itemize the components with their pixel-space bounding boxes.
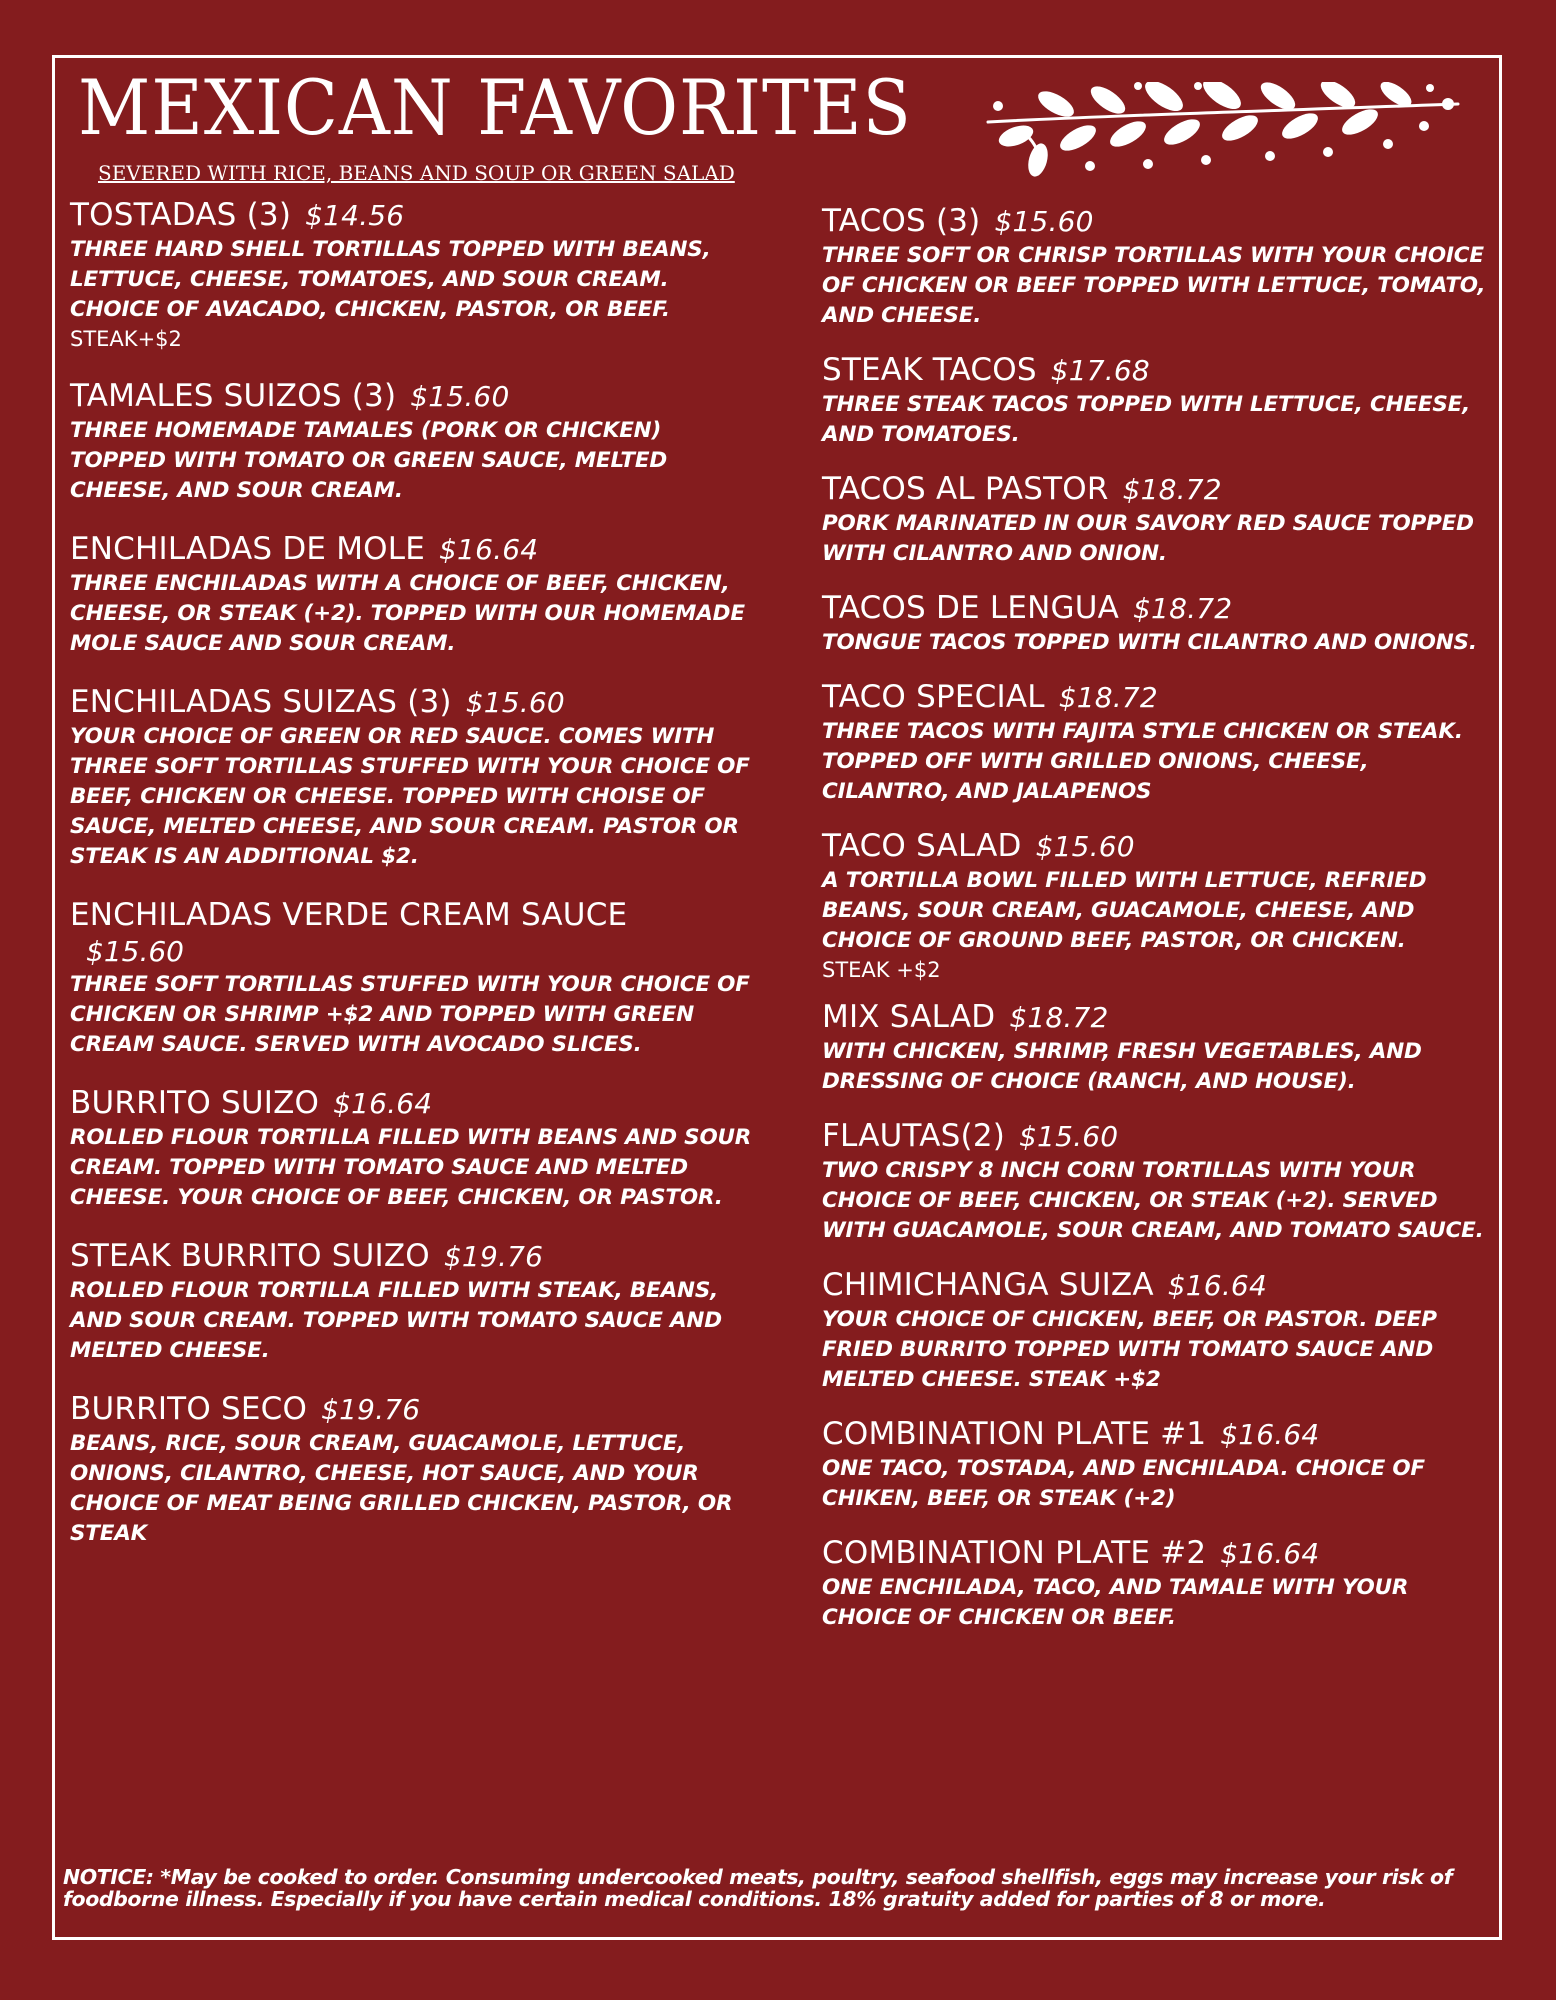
item-name: STEAK TACOS (822, 352, 1037, 388)
menu-item-combination-plate-1 (822, 1415, 1492, 1514)
item-name: FLAUTAS(2) (822, 1118, 1006, 1154)
item-price: $15.60 (1019, 1120, 1119, 1153)
item-price: $16.64 (439, 533, 539, 566)
item-description: THREE SOFT OR CHRISP TORTILLAS WITH YOUR CHOICE OF CHICKEN OR BEEF TOPPED WITH LETTUCE, TOMATO, AND CHEESE. (822, 243, 1486, 328)
item-name: TACOS (3) (822, 203, 981, 239)
item-description: BEANS, RICE, SOUR CREAM, GUACAMOLE, LETTUCE, ONIONS, CILANTRO, CHEESE, HOT SAUCE, AND YOUR CHOICE OF MEAT BEING GRILLED CHICKEN, PASTOR, OR STEAK (70, 1431, 733, 1546)
item-price: $15.60 (1035, 830, 1135, 863)
item-name: TOSTADAS (3) (70, 197, 292, 233)
menu-subtitle: SEVERED WITH RICE, BEANS AND SOUP OR GREEN SALAD (98, 161, 735, 185)
item-description: ROLLED FLOUR TORTILLA FILLED WITH BEANS AND SOUR CREAM. TOPPED WITH TOMATO SAUCE AND MELTED CHEESE. YOUR CHOICE OF BEEF, CHICKEN, OR PASTOR. (70, 1125, 752, 1210)
right-menu-column (822, 202, 1492, 1633)
menu-item-taco-salad (822, 827, 1492, 984)
menu-item-enchiladas-de-mole (70, 530, 760, 659)
item-price: $18.72 (1058, 681, 1158, 714)
menu-item-steak-tacos (822, 351, 1492, 450)
item-name: ENCHILADAS DE MOLE (70, 531, 426, 567)
menu-item-flautas (822, 1117, 1492, 1246)
item-name: TACO SALAD (822, 828, 1022, 864)
menu-item-burrito-seco (70, 1390, 760, 1549)
notice-text: NOTICE: *May be cooked to order. Consuming undercooked meats, poultry, seafood shellfish, eggs may increase your risk of foodborne illness. Especially if you have certain medical conditions. 18% gratuity added for parties of 8 or more. (63, 1865, 1453, 1911)
item-name: ENCHILADAS SUIZAS (3) (70, 684, 452, 720)
menu-item-tacos-al-pastor (822, 470, 1492, 569)
item-name: STEAK BURRITO SUIZO (70, 1238, 430, 1274)
item-description: YOUR CHOICE OF CHICKEN, BEEF, OR PASTOR. DEEP FRIED BURRITO TOPPED WITH TOMATO SAUCE AND MELTED CHEESE. STEAK +$2 (822, 1307, 1437, 1392)
item-name: COMBINATION PLATE #2 (822, 1535, 1207, 1571)
item-name: BURRITO SECO (70, 1391, 308, 1427)
leafy-vine-icon (978, 82, 1464, 178)
item-extra: STEAK+$2 (70, 327, 182, 351)
item-price: $15.60 (86, 935, 184, 968)
item-price: $19.76 (443, 1240, 544, 1273)
menu-item-tamales-suizos (70, 377, 760, 506)
item-price: $15.60 (410, 380, 510, 413)
item-description: THREE ENCHILADAS WITH A CHOICE OF BEEF, CHICKEN, CHEESE, OR STEAK (+2). TOPPED WITH OUR HOMEMADE MOLE SAUCE AND SOUR CREAM. (70, 571, 745, 656)
item-price: $16.64 (1220, 1418, 1320, 1451)
item-name: COMBINATION PLATE #1 (822, 1416, 1207, 1452)
menu-item-tacos-de-lengua (822, 589, 1492, 658)
menu-title: MEXICAN FAVORITES (78, 63, 912, 152)
menu-item-steak-burrito-suizo (70, 1237, 760, 1366)
item-name: TACOS AL PASTOR (822, 471, 1109, 507)
item-price: $18.72 (1133, 592, 1233, 625)
item-name: CHIMICHANGA SUIZA (822, 1267, 1154, 1303)
item-name: TACOS DE LENGUA (822, 590, 1120, 626)
item-description: THREE HARD SHELL TORTILLAS TOPPED WITH BEANS, LETTUCE, CHEESE, TOMATOES, AND SOUR CREAM. CHOICE OF AVACADO, CHICKEN, PASTOR, OR BEEF. (70, 237, 711, 322)
item-description: PORK MARINATED IN OUR SAVORY RED SAUCE TOPPED WITH CILANTRO AND ONION. (822, 511, 1474, 566)
item-price: $15.60 (465, 686, 565, 719)
item-price: $16.64 (1167, 1269, 1267, 1302)
item-price: $18.72 (1122, 473, 1222, 506)
item-name: MIX SALAD (822, 999, 996, 1035)
menu-item-enchiladas-verde (70, 896, 760, 1060)
menu-item-tacos (822, 202, 1492, 331)
menu-item-chimichanga-suiza (822, 1266, 1492, 1395)
item-description: THREE HOMEMADE TAMALES (PORK OR CHICKEN) TOPPED WITH TOMATO OR GREEN SAUCE, MELTED CHEESE, AND SOUR CREAM. (70, 418, 668, 503)
item-extra: STEAK +$2 (822, 958, 941, 982)
item-description: TWO CRISPY 8 INCH CORN TORTILLAS WITH YOUR CHOICE OF BEEF, CHICKEN, OR STEAK (+2). SERVED WITH GUACAMOLE, SOUR CREAM, AND TOMATO SAUCE. (822, 1158, 1484, 1243)
item-description: YOUR CHOICE OF GREEN OR RED SAUCE. COMES WITH THREE SOFT TORTILLAS STUFFED WITH YOUR CHOICE OF BEEF, CHICKEN OR CHEESE. TOPPED WITH CHOISE OF SAUCE, MELTED CHEESE, AND SOUR CREAM. PASTOR OR STEAK IS AN ADDITIONAL $2. (70, 724, 750, 869)
menu-item-combination-plate-2 (822, 1534, 1492, 1633)
item-price: $17.68 (1050, 354, 1150, 387)
item-price: $16.64 (333, 1087, 433, 1120)
item-description: THREE TACOS WITH FAJITA STYLE CHICKEN OR STEAK. TOPPED OFF WITH GRILLED ONIONS, CHEESE, CILANTRO, AND JALAPENOS (822, 719, 1463, 804)
item-description: WITH CHICKEN, SHRIMP, FRESH VEGETABLES, AND DRESSING OF CHOICE (RANCH, AND HOUSE). (822, 1039, 1422, 1094)
item-name: TAMALES SUIZOS (3) (70, 378, 397, 414)
item-name: TACO SPECIAL (822, 679, 1045, 715)
item-description: TONGUE TACOS TOPPED WITH CILANTRO AND ONIONS. (822, 630, 1477, 655)
menu-item-taco-special (822, 678, 1492, 807)
item-price: $16.64 (1220, 1537, 1320, 1570)
item-description: THREE STEAK TACOS TOPPED WITH LETTUCE, CHEESE, AND TOMATOES. (822, 392, 1471, 447)
item-price: $18.72 (1009, 1001, 1109, 1034)
item-name: BURRITO SUIZO (70, 1085, 320, 1121)
menu-item-tostadas (70, 196, 760, 353)
item-description: ONE TACO, TOSTADA, AND ENCHILADA. CHOICE OF CHIKEN, BEEF, OR STEAK (+2) (822, 1456, 1425, 1511)
item-description: A TORTILLA BOWL FILLED WITH LETTUCE, REFRIED BEANS, SOUR CREAM, GUACAMOLE, CHEESE, AND CHOICE OF GROUND BEEF, PASTOR, OR CHICKEN. (822, 868, 1427, 953)
item-description: ONE ENCHILADA, TACO, AND TAMALE WITH YOUR CHOICE OF CHICKEN OR BEEF. (822, 1575, 1409, 1630)
left-menu-column (70, 196, 760, 1549)
menu-item-mix-salad (822, 998, 1492, 1097)
item-description: ROLLED FLOUR TORTILLA FILLED WITH STEAK, BEANS, AND SOUR CREAM. TOPPED WITH TOMATO SAUCE AND MELTED CHEESE. (70, 1278, 722, 1363)
item-name: ENCHILADAS VERDE CREAM SAUCE (70, 897, 628, 933)
item-price: $19.76 (321, 1393, 421, 1426)
item-price: $14.56 (305, 199, 405, 232)
menu-item-burrito-suizo (70, 1084, 760, 1213)
item-description: THREE SOFT TORTILLAS STUFFED WITH YOUR CHOICE OF CHICKEN OR SHRIMP +$2 AND TOPPED WITH GREEN CREAM SAUCE. SERVED WITH AVOCADO SLICES. (70, 972, 750, 1057)
item-price: $15.60 (994, 205, 1094, 238)
menu-item-enchiladas-suizas (70, 683, 760, 872)
